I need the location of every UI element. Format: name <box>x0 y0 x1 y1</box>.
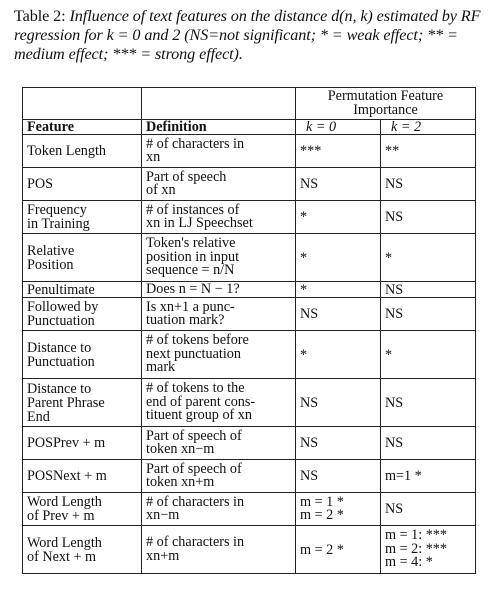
definition-cell: Part of speech of token xn−m <box>142 427 296 460</box>
table-caption <box>14 7 492 64</box>
k2-cell: NS <box>381 282 476 298</box>
definition-cell: # of instances of xn in LJ Speechset <box>142 201 296 234</box>
feature-cell: POSNext + m <box>23 460 142 493</box>
header-k0: k = 0 <box>296 120 381 135</box>
feature-cell: Word Length of Next + m <box>23 526 142 574</box>
feature-cell: Followed by Punctuation <box>23 298 142 331</box>
k0-cell: m = 1 * m = 2 * <box>296 493 381 526</box>
k2-cell: NS <box>381 298 476 331</box>
k0-cell: m = 2 * <box>296 526 381 574</box>
feature-cell: Penultimate <box>23 282 142 298</box>
feature-cell: Word Length of Prev + m <box>23 493 142 526</box>
k2-cell: NS <box>381 427 476 460</box>
definition-cell: # of characters in xn <box>142 135 296 168</box>
k0-cell: * <box>296 331 381 379</box>
k0-cell: NS <box>296 298 381 331</box>
k2-cell: m = 1: *** m = 2: *** m = 4: * <box>381 526 476 574</box>
k2-cell: NS <box>381 379 476 427</box>
feature-cell: Relative Position <box>23 234 142 282</box>
k0-cell: * <box>296 201 381 234</box>
definition-cell: # of characters in xn−m <box>142 493 296 526</box>
k0-cell: * <box>296 234 381 282</box>
header-k2: k = 2 <box>381 120 476 135</box>
definition-cell: Token's relative position in input sequence = n/N <box>142 234 296 282</box>
feature-cell: Distance to Punctuation <box>23 331 142 379</box>
feature-cell: Distance to Parent Phrase End <box>23 379 142 427</box>
header-permutation-importance: Permutation Feature Importance <box>296 88 476 120</box>
definition-cell: # of tokens to the end of parent cons- tituent group of xn <box>142 379 296 427</box>
k2-cell: NS <box>381 201 476 234</box>
k0-cell: * <box>296 282 381 298</box>
definition-cell: Part of speech of xn <box>142 168 296 201</box>
feature-cell: POS <box>23 168 142 201</box>
header-blank-1 <box>23 88 142 120</box>
feature-cell: POSPrev + m <box>23 427 142 460</box>
k0-cell: NS <box>296 460 381 493</box>
definition-cell: # of tokens before next punctuation mark <box>142 331 296 379</box>
k0-cell: NS <box>296 168 381 201</box>
k2-cell: * <box>381 331 476 379</box>
k0-cell: NS <box>296 427 381 460</box>
feature-cell: Token Length <box>23 135 142 168</box>
k2-cell: m=1 * <box>381 460 476 493</box>
header-definition: Definition <box>142 120 296 135</box>
k0-cell: NS <box>296 379 381 427</box>
header-feature: Feature <box>23 120 142 135</box>
definition-cell: Does n = N − 1? <box>142 282 296 298</box>
k2-cell: * <box>381 234 476 282</box>
definition-cell: Is xn+1 a punc- tuation mark? <box>142 298 296 331</box>
k2-cell: ** <box>381 135 476 168</box>
feature-cell: Frequency in Training <box>23 201 142 234</box>
k2-cell: NS <box>381 168 476 201</box>
results-table-container <box>22 87 476 574</box>
results-table <box>22 87 476 574</box>
k0-cell: *** <box>296 135 381 168</box>
caption-label: Table 2: <box>14 7 70 25</box>
k2-cell: NS <box>381 493 476 526</box>
caption-text: Influence of text features on the distance d(n, k) estimated by RF regression for k = 0 and 2 (NS=not significant; * = weak effect; ** = medium effect; *** = strong effect). <box>14 7 481 63</box>
header-blank-2 <box>142 88 296 120</box>
definition-cell: # of characters in xn+m <box>142 526 296 574</box>
definition-cell: Part of speech of token xn+m <box>142 460 296 493</box>
